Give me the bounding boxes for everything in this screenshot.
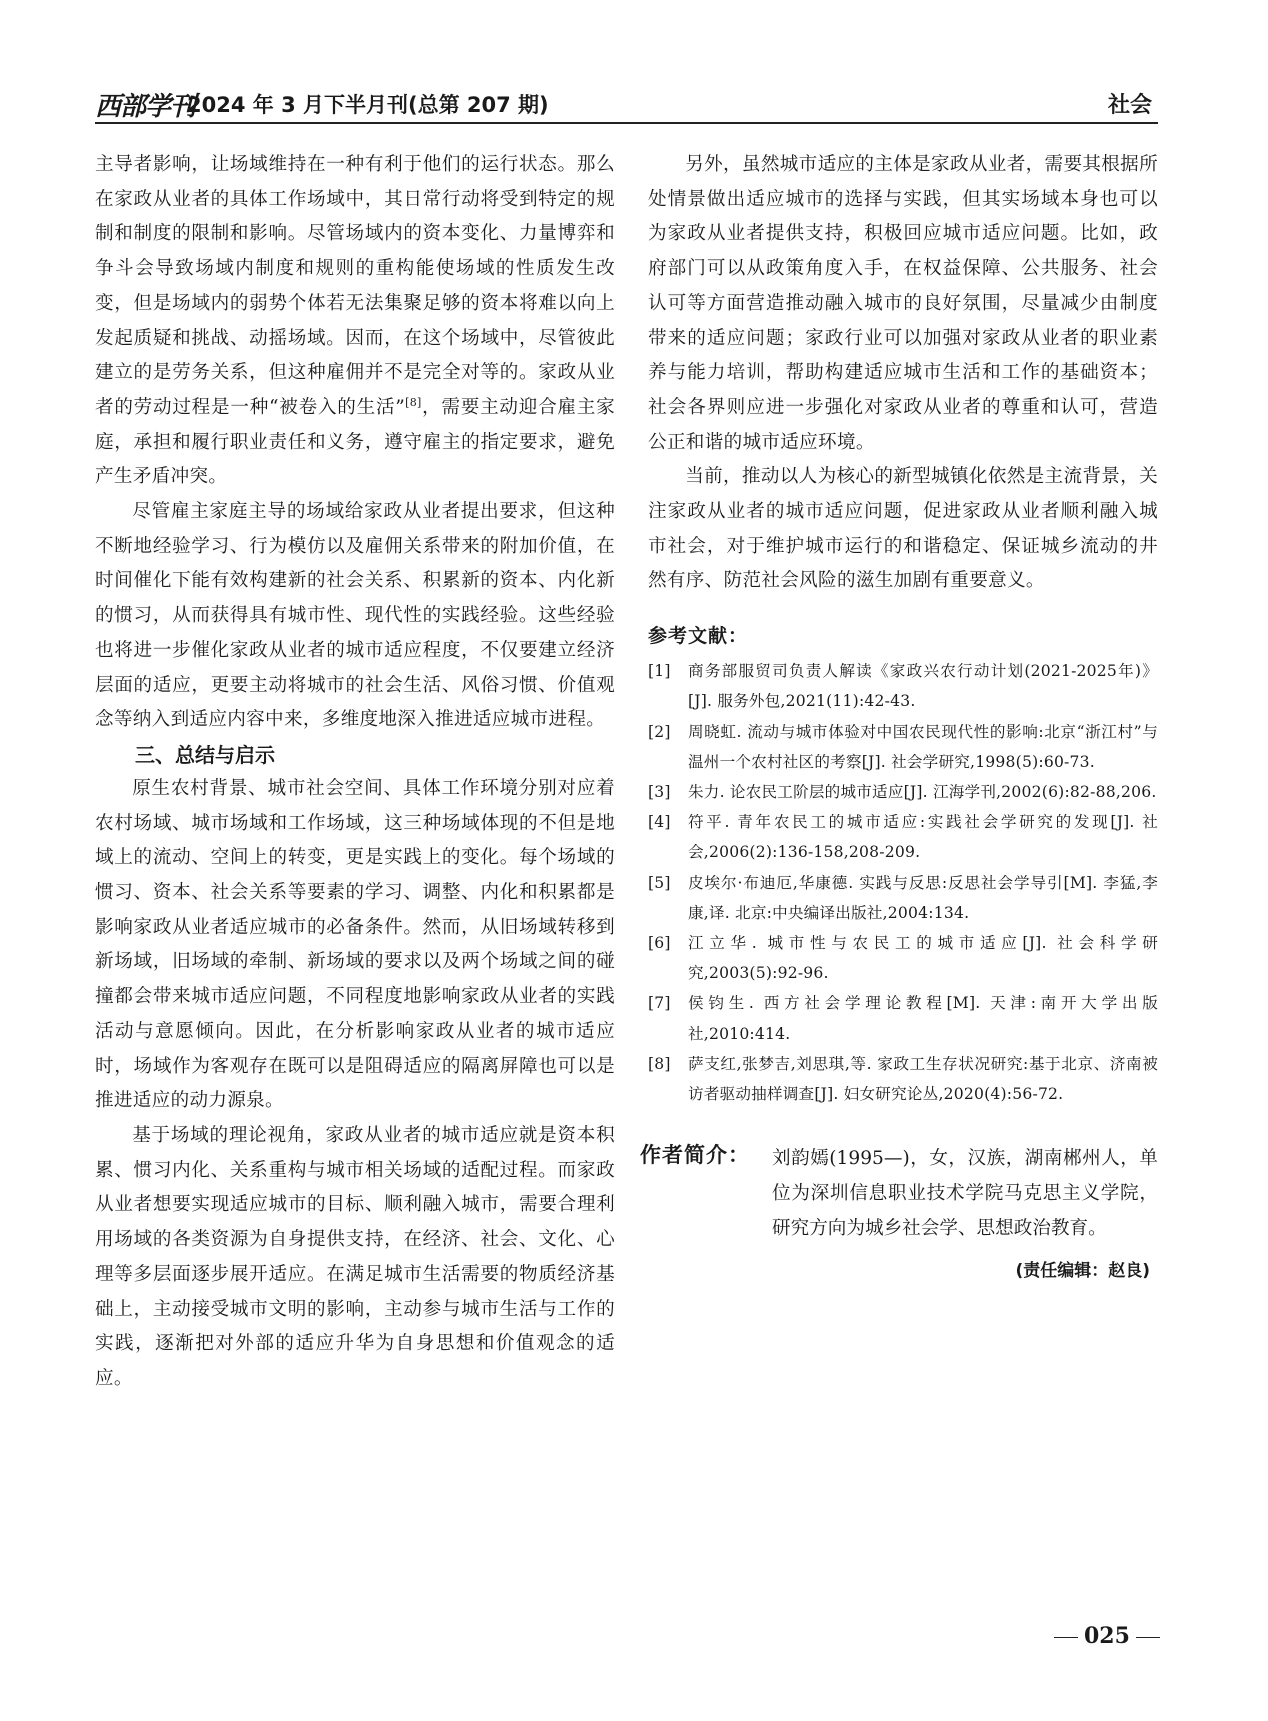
- dash-left: [1054, 1637, 1078, 1638]
- page-number: [1048, 1623, 1166, 1649]
- reference-item: [648, 777, 1158, 807]
- references-title: 参考文献：: [648, 625, 749, 648]
- responsible-editor: (责任编辑：赵良): [1015, 1261, 1150, 1282]
- reference-item: [648, 868, 1158, 928]
- section-heading: 三、总结与启示: [135, 742, 275, 767]
- reference-number: [4]: [648, 813, 671, 832]
- author-label: 作者简介：: [640, 1143, 750, 1168]
- reference-item: [648, 988, 1158, 1048]
- left-column: [95, 148, 615, 1397]
- body-paragraph: 尽管雇主家庭主导的场域给家政从业者提出要求，但这种不断地经验学习、行为模仿以及雇佣关系带来的附加价值，在时间催化下能有效构建新的社会关系、积累新的资本、内化新的惯习，从而获得具有城市性、现代性的实践经验。这些经验也将进一步催化家政从业者的城市适应程度，不仅要建立经济层面的适应，更要主动将城市的社会生活、风俗习惯、价值观念等纳入到适应内容中来，多维度地深入推进适应城市进程。: [95, 501, 615, 731]
- reference-number: [5]: [648, 873, 671, 892]
- right-column: [640, 148, 1158, 1282]
- reference-item: [648, 1049, 1158, 1109]
- reference-text: 商务部服贸司负责人解读《家政兴农行动计划(2021-2025年)》[J]. 服务外包,2021(11):42-43.: [688, 662, 1158, 711]
- reference-text: 符平. 青年农民工的城市适应:实践社会学研究的发现[J]. 社会,2006(2):136-158,208-209.: [688, 813, 1158, 862]
- body-paragraph: 原生农村背景、城市社会空间、具体工作环境分别对应着农村场域、城市场域和工作场域，这三种场域体现的不但是地域上的流动、空间上的转变，更是实践上的变化。每个场域的惯习、资本、社会关系等要素的学习、调整、内化和积累都是影响家政从业者适应城市的必备条件。然而，从旧场域转移到新场域，旧场域的牵制、新场域的要求以及两个场域之间的碰撞都会带来城市适应问题，不同程度地影响家政从业者的实践活动与意愿倾向。因此，在分析影响家政从业者的城市适应时，场域作为客观存在既可以是阻碍适应的隔离屏障也可以是推进适应的动力源泉。: [95, 777, 615, 1112]
- reference-text: 皮埃尔·布迪厄,华康德. 实践与反思:反思社会学导引[M]. 李猛,李康,译. 北京:中央编译出版社,2004:134.: [688, 873, 1158, 922]
- citation-marker: [8]: [405, 395, 422, 409]
- issue-info: 2024 年 3 月下半月刊(总第 207 期): [187, 93, 549, 117]
- journal-logo: 西部学刊: [95, 92, 196, 122]
- body-paragraph: 基于场域的理论视角，家政从业者的城市适应就是资本积累、惯习内化、关系重构与城市相关场域的适配过程。而家政从业者想要实现适应城市的目标、顺利融入城市，需要合理利用场域的各类资源为自身提供支持，在经济、社会、文化、心理等多层面逐步展开适应。在满足城市生活需要的物质经济基础上，主动接受城市文明的影响，主动参与城市生活与工作的实践，逐渐把对外部的适应升华为自身思想和价值观念的适应。: [95, 1124, 615, 1389]
- reference-number: [2]: [648, 722, 671, 741]
- author-bio: [640, 1141, 1158, 1246]
- page-number-text: 025: [1084, 1623, 1130, 1649]
- references-list: [648, 656, 1158, 1109]
- dash-right: [1136, 1637, 1160, 1638]
- body-paragraph: 当前，推动以人为核心的新型城镇化依然是主流背景，关注家政从业者的城市适应问题，促进家政从业者顺利融入城市社会，对于维护城市运行的和谐稳定、保证城乡流动的井然有序、防范社会风险的滋生加剧有重要意义。: [648, 466, 1158, 592]
- reference-text: 江立华. 城市性与农民工的城市适应[J]. 社会科学研究,2003(5):92-96.: [688, 933, 1158, 983]
- body-paragraph: 主导者影响，让场域维持在一种有利于他们的运行状态。那么在家政从业者的具体工作场域中，其日常行动将受到特定的规制和制度的限制和影响。尽管场域内的资本变化、力量博弈和争斗会导致场域内制度和规则的重构能使场域的性质发生改变，但是场域内的弱势个体若无法集聚足够的资本将难以向上发起质疑和挑战、动摇场域。因而，在这个场域中，尽管彼此建立的是劳务关系，但这种雇佣并不是完全对等的。家政从业者的劳动过程是一种“被卷入的生活”[8]，需要主动迎合雇主家庭，承担和履行职业责任和义务，遵守雇主的指定要求，避免产生矛盾冲突。: [95, 154, 615, 488]
- reference-number: [3]: [648, 782, 671, 801]
- reference-item: [648, 928, 1158, 988]
- reference-number: [7]: [648, 994, 671, 1013]
- reference-item: [648, 656, 1158, 716]
- page-header: [95, 84, 1158, 124]
- reference-item: [648, 807, 1158, 867]
- section-label: 社会: [1107, 93, 1152, 118]
- reference-text: 萨支红,张梦吉,刘思琪,等. 家政工生存状况研究:基于北京、济南被访者驱动抽样调查[J]. 妇女研究论丛,2020(4):56-72.: [688, 1054, 1158, 1103]
- reference-text: 侯钧生. 西方社会学理论教程[M]. 天津:南开大学出版社,2010:414.: [688, 994, 1158, 1043]
- reference-number: [8]: [648, 1054, 671, 1073]
- reference-text: 朱力. 论农民工阶层的城市适应[J]. 江海学刊,2002(6):82-88,206.: [688, 782, 1157, 801]
- reference-number: [1]: [648, 662, 671, 681]
- body-paragraph: 另外，虽然城市适应的主体是家政从业者，需要其根据所处情景做出适应城市的选择与实践，但其实场域本身也可以为家政从业者提供支持，积极回应城市适应问题。比如，政府部门可以从政策角度入手，在权益保障、公共服务、社会认可等方面营造推动融入城市的良好氛围，尽量减少由制度带来的适应问题；家政行业可以加强对家政从业者的职业素养与能力培训，帮助构建适应城市生活和工作的基础资本；社会各界则应进一步强化对家政从业者的尊重和认可，营造公正和谐的城市适应环境。: [648, 154, 1158, 453]
- reference-text: 周晓虹. 流动与城市体验对中国农民现代性的影响:北京“浙江村”与温州一个农村社区的考察[J]. 社会学研究,1998(5):60-73.: [688, 722, 1158, 771]
- author-text: 刘韵嫣(1995—)，女，汉族，湖南郴州人，单位为深圳信息职业技术学院马克思主义学院，研究方向为城乡社会学、思想政治教育。: [772, 1148, 1158, 1240]
- reference-number: [6]: [648, 933, 671, 952]
- reference-item: [648, 717, 1158, 777]
